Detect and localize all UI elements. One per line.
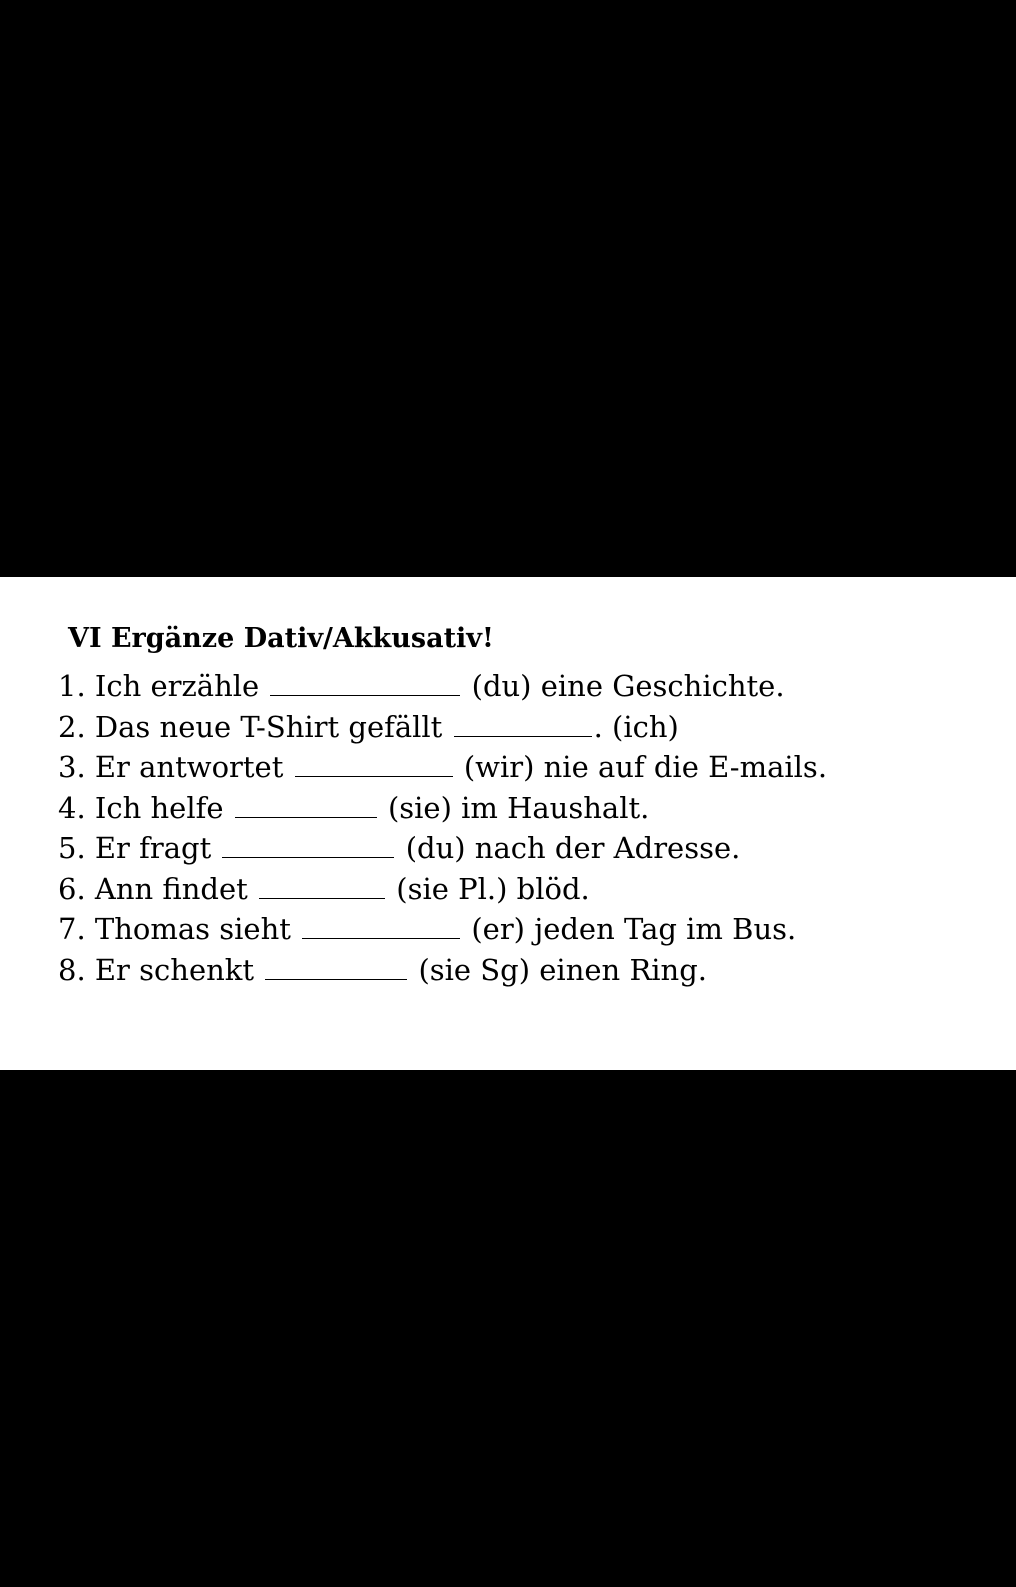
item-text: 6. Ann findet: [58, 871, 248, 906]
item-text: (er) jeden Tag im Bus.: [471, 912, 797, 946]
answer-blank[interactable]: [454, 710, 592, 737]
item-text: (sie Pl.) blöd.: [396, 871, 590, 906]
item-text: 1. Ich erzähle: [58, 669, 260, 703]
answer-blank[interactable]: [302, 912, 460, 939]
item-text: . (ich): [593, 709, 679, 744]
item-text: (sie Sg) einen Ring.: [418, 952, 708, 987]
exercise-item-4: [58, 788, 827, 829]
item-text: (sie) im Haushalt.: [387, 790, 650, 825]
exercise-item-6: [58, 869, 827, 910]
worksheet-page: [0, 577, 1016, 1070]
answer-blank[interactable]: [235, 791, 377, 818]
item-text: 2. Das neue T-Shirt gefällt: [58, 709, 443, 744]
exercise-item-3: [58, 747, 827, 788]
item-text: 3. Er antwortet: [58, 750, 284, 784]
exercise-item-8: [58, 950, 827, 991]
exercise-item-2: [58, 707, 827, 748]
answer-blank[interactable]: [222, 831, 394, 858]
item-text: (du) eine Geschichte.: [471, 669, 785, 703]
item-text: 7. Thomas sieht: [58, 912, 291, 946]
answer-blank[interactable]: [270, 669, 460, 696]
exercise-item-1: [58, 666, 827, 707]
answer-blank[interactable]: [259, 872, 385, 899]
item-text: 4. Ich helfe: [58, 790, 224, 825]
item-text: (wir) nie auf die E-mails.: [463, 750, 828, 784]
answer-blank[interactable]: [295, 750, 453, 777]
exercise-item-5: [58, 828, 827, 869]
item-text: (du) nach der Adresse.: [405, 831, 741, 865]
exercise-item-7: [58, 909, 827, 950]
top-black-band: [0, 0, 1016, 577]
worksheet-title: VI Ergänze Dativ/Akkusativ!: [68, 623, 494, 654]
exercise-list: [58, 666, 827, 990]
item-text: 5. Er fragt: [58, 831, 212, 865]
answer-blank[interactable]: [265, 953, 407, 980]
item-text: 8. Er schenkt: [58, 952, 255, 987]
bottom-black-band: [0, 1070, 1016, 1587]
